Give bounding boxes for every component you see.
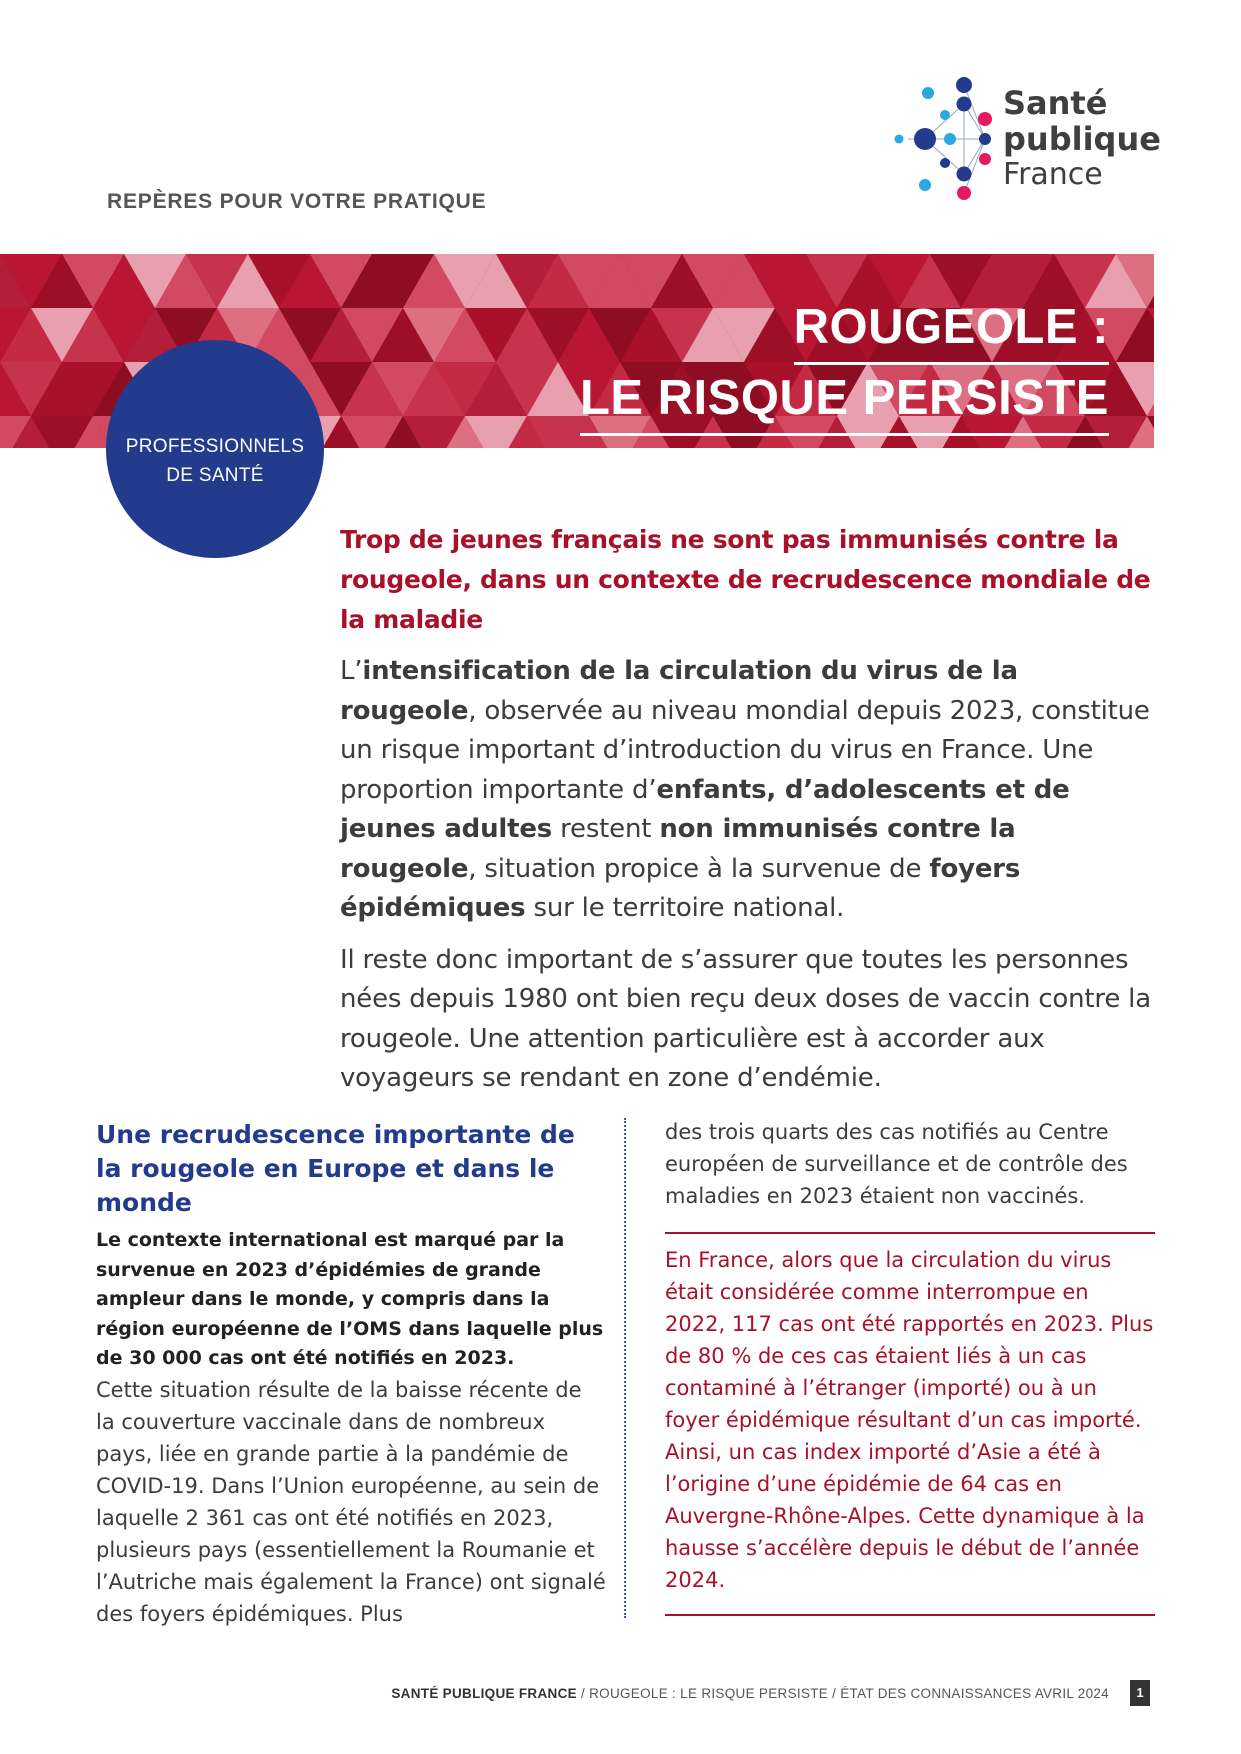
lead-section: [340, 520, 1160, 1099]
footer-breadcrumb: / ROUGEOLE : LE RISQUE PERSISTE / ÉTAT DES CONNAISSANCES AVRIL 2024: [576, 1686, 1109, 1701]
page-footer: [391, 1686, 1109, 1701]
logo-text-line2: publique: [1003, 120, 1161, 158]
footer-org: SANTÉ PUBLIQUE FRANCE: [391, 1686, 577, 1701]
france-callout: En France, alors que la circulation du virus était considérée comme interrompue en 2022, 117 cas ont été rapportés en 2023. Plus de 80 % de ces cas étaient liés à un cas contaminé à l’étranger (importé) ou à un foyer épidémique résultant d’un cas importé. Ainsi, un cas index importé d’Asie a été à l’origine d’une épidémie de 64 cas en Auvergne-Rhône-Alpes. Cette dynamique à la hausse s’accélère depuis le début de l’année 2024.: [665, 1232, 1155, 1616]
audience-line-1: PROFESSIONNELS: [125, 436, 305, 457]
section-bold-intro: Le contexte international est marqué par la survenue en 2023 d’épidémies de grande ampleur dans le monde, y compris dans la région européenne de l’OMS dans laquelle plus de 30 000 cas ont été notifiés en 2023.: [96, 1229, 604, 1369]
logo-text-line3: France: [1003, 157, 1103, 192]
lead-paragraph-2: Il reste donc important de s’assurer que toutes les personnes nées depuis 1980 ont bien reçu deux doses de vaccin contre la rougeole. Une attention particulière est à accorder aux voyageurs se rendant en zone d’endémie.: [340, 944, 1151, 1093]
page-number: 1: [1130, 1680, 1150, 1706]
right-column: [665, 1116, 1155, 1616]
audience-line-2: DE SANTÉ: [166, 465, 264, 486]
section-right-text: des trois quarts des cas notifiés au Centre européen de surveillance et de contrôle des maladies en 2023 étaient non vaccinés.: [665, 1120, 1128, 1208]
section-title: Une recrudescence importante de la rougeole en Europe et dans le monde: [96, 1120, 575, 1217]
left-column: [96, 1118, 606, 1630]
title-line-1: ROUGEOLE :: [794, 294, 1109, 365]
logo-molecule-icon: [890, 65, 1002, 215]
page-kicker: REPÈRES POUR VOTRE PRATIQUE: [107, 190, 487, 213]
audience-badge: [106, 340, 324, 558]
sante-publique-france-logo: [890, 65, 1160, 215]
lead-title: Trop de jeunes français ne sont pas immunisés contre la rougeole, dans un contexte de recrudescence mondiale de la maladie: [340, 525, 1151, 634]
column-divider: [624, 1118, 626, 1618]
lead-paragraph-1: L’intensification de la circulation du virus de la rougeole, observée au niveau mondial depuis 2023, constitue un risque important d’introduction du virus en France. Une proportion importante d’enfants, d’adolescents et de jeunes adultes restent non immunisés contre la rougeole, situation propice à la survenue de foyers épidémiques sur le territoire national.: [340, 656, 1150, 923]
title-line-2: LE RISQUE PERSISTE: [580, 365, 1109, 436]
document-title: [580, 294, 1109, 436]
section-left-text: Cette situation résulte de la baisse récente de la couverture vaccinale dans de nombreux pays, liée en grande partie à la pandémie de COVID-19. Dans l’Union européenne, au sein de laquelle 2 361 cas ont été notifiés en 2023, plusieurs pays (essentiellement la Roumanie et l’Autriche mais également la France) ont signalé des foyers épidémiques. Plus: [96, 1377, 606, 1626]
logo-text-line1: Santé: [1003, 84, 1108, 122]
